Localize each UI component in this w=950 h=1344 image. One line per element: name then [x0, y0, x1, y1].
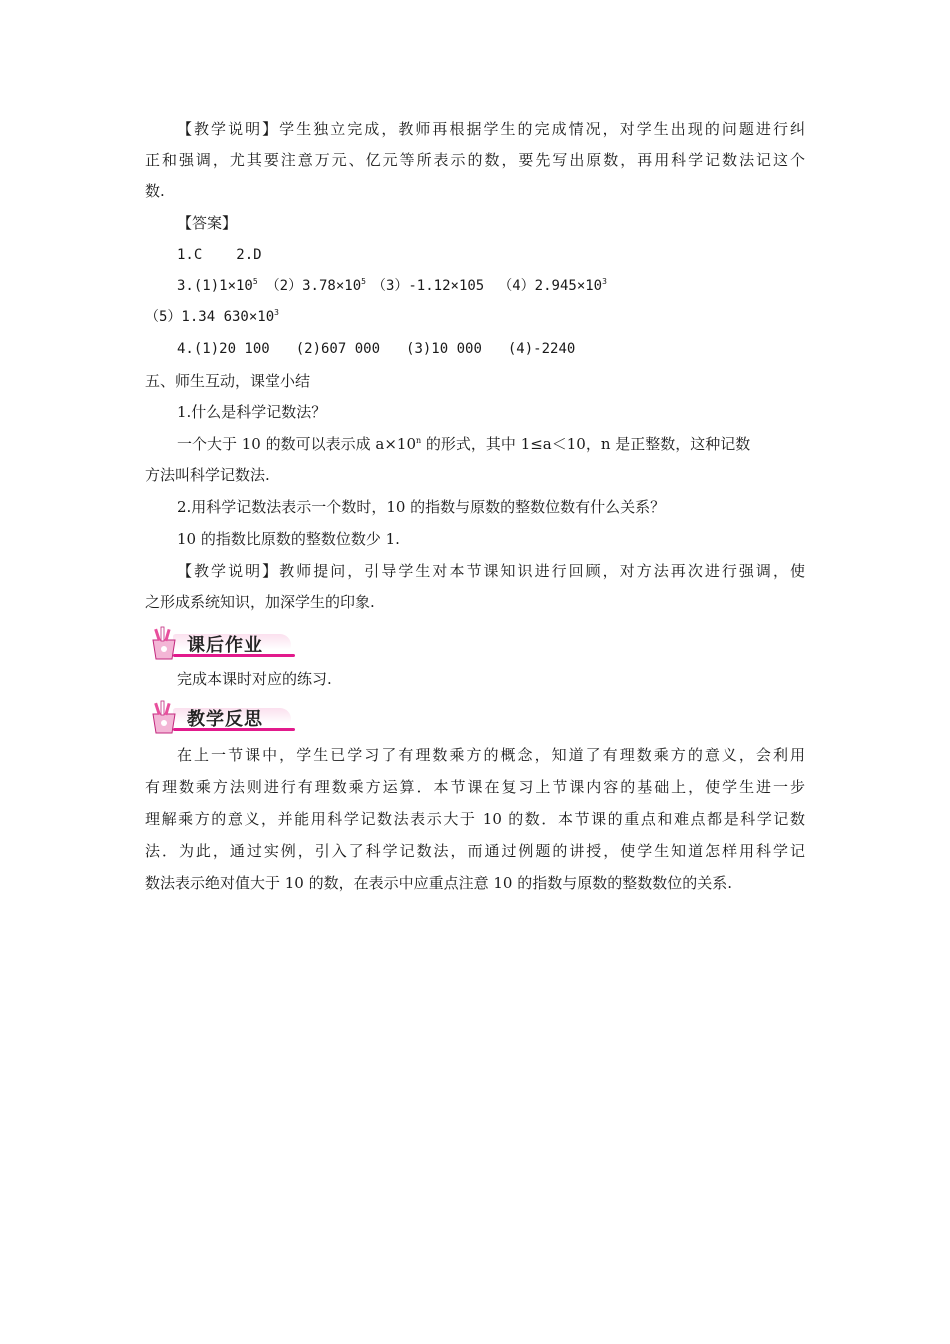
- exponent: 3: [274, 308, 279, 317]
- answer-item: 2.D: [236, 247, 262, 263]
- teaching-note-line: 正和强调，尤其要注意万元、亿元等所表示的数，要先写出原数，再用科学记数法记这个: [145, 151, 805, 169]
- homework-title: 课后作业: [187, 635, 263, 656]
- reflection-line: 有理数乘方法则进行有理数乘方运算．本节课在复习上节课内容的基础上，使学生进一步: [145, 778, 805, 796]
- reflection-line: 数法表示绝对值大于 10 的数，在表示中应重点注意 10 的指数与原数的整数数位的关系.: [145, 874, 733, 892]
- exponent: 3: [602, 277, 607, 286]
- answer-text: 10 的指数比原数的整数位数少 1.: [177, 530, 400, 548]
- answer-text-part: 的形式，其中 1≤a＜10，n 是正整数，这种记数: [421, 435, 751, 453]
- answer-text-part: 一个大于 10 的数可以表示成 a×10: [177, 435, 416, 453]
- teaching-note-line: 【教学说明】学生独立完成，教师再根据学生的完成情况，对学生出现的问题进行纠: [177, 120, 805, 138]
- answer-item: (4)-2240: [507, 341, 576, 357]
- teaching-note-line: 数.: [145, 182, 165, 200]
- answer-row: [177, 245, 837, 265]
- answer-row: [177, 276, 837, 296]
- answer-item: （5）1.34 630×10: [145, 309, 275, 325]
- reflection-title: 教学反思: [187, 709, 263, 730]
- teaching-note-line: 【教学说明】教师提问，引导学生对本节课知识进行回顾，对方法再次进行强调，使: [177, 562, 805, 580]
- question: 2.用科学记数法表示一个数时，10 的指数与原数的整数位数有什么关系？: [177, 498, 666, 516]
- exponent: n: [416, 436, 422, 445]
- pencil-cup-icon: [145, 626, 181, 660]
- answer-item: 1.C: [177, 247, 203, 263]
- exponent: 5: [361, 277, 366, 286]
- answer-row: [145, 307, 805, 327]
- answer-item: (2)607 000: [295, 341, 381, 357]
- reflection-line: 在上一节课中，学生已学习了有理数乘方的概念，知道了有理数乘方的意义，会利用: [177, 746, 805, 764]
- reflection-line: 法．为此，通过实例，引入了科学记数法，而通过例题的讲授，使学生知道怎样用科学记: [145, 842, 805, 860]
- answer-item: （4）2.945×10: [498, 278, 603, 294]
- answer-item: (3)10 000: [406, 341, 482, 357]
- answer-item: （3）-1.12×105: [371, 278, 485, 294]
- section-heading: 五、师生互动，课堂小结: [145, 372, 311, 390]
- homework-text: 完成本课时对应的练习.: [177, 670, 332, 688]
- answer-text: [177, 434, 837, 454]
- answer-row: [177, 339, 837, 359]
- reflection-line: 理解乘方的意义，并能用科学记数法表示大于 10 的数．本节课的重点和难点都是科学记数: [145, 810, 805, 828]
- homework-banner: [145, 626, 295, 660]
- pencil-cup-icon: [145, 700, 181, 734]
- question: 1.什么是科学记数法？: [177, 403, 327, 421]
- answer-item: 4.(1)20 100: [177, 341, 270, 357]
- answer-text: 方法叫科学记数法.: [145, 466, 270, 484]
- answers-heading: 【答案】: [177, 214, 238, 232]
- answer-item: （2）3.78×10: [265, 278, 362, 294]
- teaching-note-line: 之形成系统知识，加深学生的印象.: [145, 593, 375, 611]
- answer-item: 3.(1)1×10: [177, 278, 253, 294]
- reflection-banner: [145, 700, 295, 734]
- exponent: 5: [252, 277, 258, 286]
